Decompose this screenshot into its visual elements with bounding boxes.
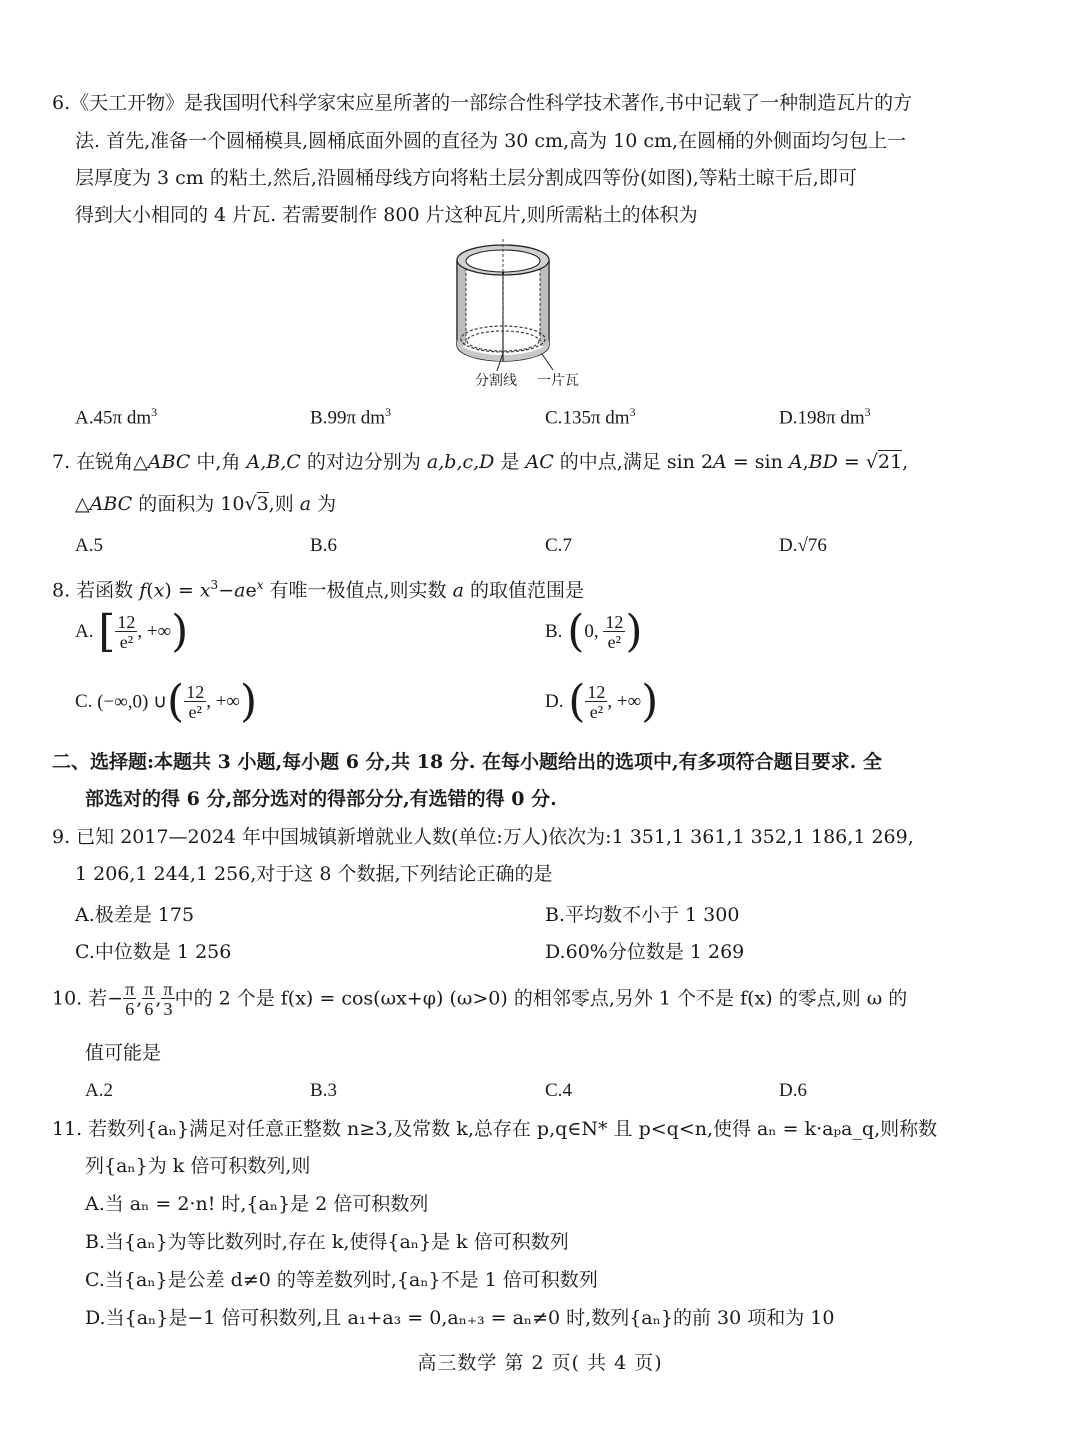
question-9-line-1: 9. 已知 2017—2024 年中国城镇新增就业人数(单位:万人)依次为:1 351,1 361,1 352,1 186,1 269, <box>52 826 914 848</box>
question-10-line-1: 10. 若− $\frac{\pi}{6}$ , $\frac{\pi}{6}$ , $\frac{\pi}{3}$ 中的 2 个是 f(x) = cos(ωx+φ) (ω>0) 的相邻零点,另外 1 个不是 f(x) 的零点,则 ω 的 <box>52 979 908 1019</box>
option-value: 当{aₙ}为等比数列时,存在 k,使得{aₙ}是 k 倍可积数列 <box>105 1231 569 1253</box>
option-value: 198π dm <box>797 407 865 429</box>
option-letter: A. <box>85 1193 105 1215</box>
text: , +∞ <box>137 621 172 642</box>
fraction <box>184 683 206 721</box>
option-value: 当{aₙ}是公差 d≠0 的等差数列时,{aₙ}不是 1 倍可积数列 <box>104 1269 598 1291</box>
numerator: π <box>144 979 154 999</box>
text: ( <box>146 579 154 602</box>
bracket: ) <box>625 606 643 657</box>
option-value: 中位数是 1 256 <box>94 941 232 963</box>
option-letter: A. <box>75 535 94 556</box>
option-c[interactable] <box>75 676 258 727</box>
question-8-stem <box>52 566 584 609</box>
denominator: e² <box>188 702 202 722</box>
option-letter: D. <box>545 691 564 712</box>
option-letter: D. <box>545 941 566 963</box>
math-var: A <box>788 451 803 473</box>
numerator: 12 <box>186 682 205 702</box>
option-d[interactable] <box>779 535 827 557</box>
text: 8. 若函数 <box>52 579 140 602</box>
text: , +∞ <box>607 691 642 712</box>
denominator: e² <box>119 632 134 652</box>
math-var: BD <box>808 451 838 473</box>
denominator: 6 <box>125 999 135 1019</box>
option-value: 4 <box>562 1080 572 1101</box>
bracket: [ <box>98 606 116 657</box>
bracket: ) <box>171 606 189 657</box>
option-d[interactable] <box>85 1299 834 1337</box>
option-letter: B. <box>85 1231 106 1253</box>
option-b[interactable] <box>310 1080 337 1102</box>
math-var: a <box>452 579 464 602</box>
option-letter: D. <box>779 535 798 556</box>
text: 的面积为 10√ <box>132 493 257 515</box>
math-var: x <box>153 579 165 602</box>
bracket: ) <box>239 676 258 727</box>
option-sup: 3 <box>629 405 636 419</box>
option-value: 3 <box>327 1080 337 1101</box>
option-a[interactable] <box>75 535 103 557</box>
fraction-pi-6 <box>123 980 136 1018</box>
option-sup: 3 <box>864 405 871 419</box>
text: 的对边分别为 <box>300 451 427 473</box>
text: − <box>218 579 235 602</box>
math-var: a <box>299 493 312 515</box>
denominator: e² <box>589 702 604 722</box>
question-6-line-1: 6.《天工开物》是我国明代科学家宋应星所著的一部综合性科学技术著作,书中记载了一种制造瓦片的方 <box>52 92 913 114</box>
text: , <box>902 451 909 473</box>
fraction-pi-3 <box>161 980 174 1018</box>
text: ,则 <box>268 493 300 515</box>
option-c[interactable] <box>545 535 572 557</box>
question-6-line-3: 层厚度为 3 cm 的粘土,然后,沿圆桶母线方向将粘土层分割成四等份(如图),等粘土晾干后,即可 <box>75 167 857 189</box>
text: 为 <box>311 493 337 515</box>
cylinder-figure <box>445 235 615 395</box>
text: △ <box>75 493 90 515</box>
split-line-label: 分割线 <box>475 373 517 389</box>
option-letter: B. <box>545 904 566 926</box>
question-11-line-2: 列{aₙ}为 k 倍可积数列,则 <box>85 1155 311 1177</box>
option-value: 6 <box>797 1080 807 1101</box>
option-sup: 3 <box>151 405 158 419</box>
text: ) = <box>164 579 200 602</box>
denominator: e² <box>607 632 622 652</box>
option-letter: C. <box>545 535 563 556</box>
text: , <box>802 451 809 473</box>
option-letter: C. <box>545 1080 563 1101</box>
option-letter: A. <box>75 621 94 642</box>
option-value: 平均数不小于 1 300 <box>565 904 740 926</box>
math-var: ABC <box>89 493 133 515</box>
option-letter: B. <box>310 535 328 556</box>
option-a[interactable] <box>85 1080 113 1102</box>
text: = √ <box>837 451 878 473</box>
math-var: x <box>199 579 211 602</box>
option-letter: D. <box>779 1080 798 1101</box>
fraction <box>585 683 607 721</box>
option-value: 5 <box>93 535 103 556</box>
option-letter: B. <box>545 621 563 642</box>
option-a[interactable] <box>75 606 189 657</box>
numerator: π <box>163 979 173 999</box>
option-value: 2 <box>103 1080 113 1101</box>
option-letter: D. <box>85 1307 106 1329</box>
section-2-line-2: 部选对的得 6 分,部分选对的得部分分,有选错的得 0 分. <box>85 788 557 810</box>
option-value: 45π dm <box>93 407 152 429</box>
math-var: ABC <box>147 451 191 473</box>
numerator: 12 <box>587 682 606 702</box>
question-10-line-2: 值可能是 <box>85 1042 162 1064</box>
option-value: 当{aₙ}是−1 倍可积数列,且 a₁+a₃ = 0,aₙ₊₃ = aₙ≠0 时,数列{aₙ}的前 30 项和为 10 <box>105 1307 835 1329</box>
option-d[interactable] <box>545 676 659 727</box>
option-c[interactable] <box>75 937 231 964</box>
radicand: 21 <box>877 451 903 473</box>
question-6-line-4: 得到大小相同的 4 片瓦. 若需要制作 800 片这种瓦片,则所需粘土的体积为 <box>75 204 698 226</box>
text: 有唯一极值点,则实数 <box>263 579 453 602</box>
option-value: √76 <box>797 535 827 556</box>
section-2-line-1: 二、选择题:本题共 3 小题,每小题 6 分,共 18 分. 在每小题给出的选项中,有多项符合题目要求. 全 <box>52 751 882 773</box>
bracket: ( <box>567 606 585 657</box>
math-var: A <box>713 451 727 473</box>
question-7-line-2 <box>75 485 336 523</box>
numerator: π <box>125 979 135 999</box>
option-letter: A. <box>75 904 95 926</box>
option-b[interactable] <box>310 535 337 557</box>
exponent: 3 <box>210 578 219 592</box>
option-value: 当 aₙ = 2·n! 时,{aₙ}是 2 倍可积数列 <box>104 1193 429 1215</box>
question-9-line-2: 1 206,1 244,1 256,对于这 8 个数据,下列结论正确的是 <box>75 863 553 885</box>
exponent: x <box>256 578 264 592</box>
option-b[interactable] <box>545 900 739 927</box>
bracket: ( <box>167 676 185 727</box>
question-7-line-1 <box>52 443 908 481</box>
option-letter: C. <box>545 407 563 429</box>
option-value: 135π dm <box>562 407 630 429</box>
text: = sin <box>726 451 789 473</box>
text: 中的 2 个是 f(x) = cos(ωx+φ) (ω>0) 的相邻零点,另外 1 个不是 f(x) 的零点,则 ω 的 <box>174 987 908 1010</box>
text: e <box>245 579 257 602</box>
option-b[interactable] <box>545 606 643 657</box>
cylinder-tile-diagram <box>445 235 615 395</box>
question-11-line-1: 11. 若数列{aₙ}满足对任意正整数 n≥3,及常数 k,总存在 p,q∈N* 且 p<q<n,使得 aₙ = k·aₚa_q,则称数 <box>52 1118 938 1140</box>
option-b[interactable] <box>85 1223 569 1261</box>
page-footer: 高三数学 第 2 页( 共 4 页) <box>417 1352 663 1374</box>
option-value: 6 <box>327 535 337 556</box>
text: 的取值范围是 <box>463 579 584 602</box>
text: 是 <box>494 451 526 473</box>
text: , +∞ <box>206 691 240 712</box>
option-letter: C. <box>75 941 95 963</box>
option-letter: C. <box>85 1269 105 1291</box>
option-a[interactable] <box>75 900 194 927</box>
option-c[interactable] <box>85 1261 598 1299</box>
option-letter: D. <box>779 407 798 429</box>
option-letter: A. <box>75 407 94 429</box>
bracket: ) <box>641 676 659 727</box>
option-d[interactable] <box>545 937 744 964</box>
option-d[interactable] <box>779 405 871 429</box>
fraction <box>115 613 137 651</box>
denominator: 3 <box>163 999 173 1019</box>
numerator: 12 <box>605 612 624 632</box>
option-letter: B. <box>310 1080 328 1101</box>
text: 的中点,满足 sin 2 <box>553 451 714 473</box>
option-letter: C. <box>75 691 93 712</box>
math-var: A,B,C <box>246 451 301 473</box>
option-c[interactable] <box>545 1080 572 1102</box>
option-b[interactable] <box>310 405 391 429</box>
numerator: 12 <box>117 612 136 632</box>
option-a[interactable] <box>85 1185 428 1223</box>
option-a[interactable] <box>75 405 157 429</box>
text: 7. 在锐角△ <box>52 451 148 473</box>
math-var: a,b,c,D <box>426 451 495 473</box>
option-letter: B. <box>310 407 328 429</box>
fraction <box>603 613 625 651</box>
math-var: a <box>234 579 246 602</box>
text: 中,角 <box>190 451 247 473</box>
option-letter: A. <box>85 1080 104 1101</box>
text: 10. 若− <box>52 987 124 1010</box>
text: 0, <box>584 621 604 642</box>
tile-label: 一片瓦 <box>537 373 579 389</box>
question-6-line-2: 法. 首先,准备一个圆桶模具,圆桶底面外圆的直径为 30 cm,高为 10 cm,在圆桶的外侧面均匀包上一 <box>75 130 907 152</box>
fraction-pi-6 <box>142 980 155 1018</box>
text: (−∞,0) ∪ <box>97 691 168 713</box>
option-value: 7 <box>562 535 572 556</box>
option-value: 99π dm <box>327 407 386 429</box>
option-d[interactable] <box>779 1080 807 1102</box>
radicand: 3 <box>256 493 269 515</box>
option-value: 60%分位数是 1 269 <box>565 941 745 963</box>
option-c[interactable] <box>545 405 636 429</box>
denominator: 6 <box>144 999 154 1019</box>
math-var: f <box>139 579 147 602</box>
math-var: AC <box>525 451 554 473</box>
bracket: ( <box>568 676 586 727</box>
option-sup: 3 <box>385 405 392 419</box>
option-value: 极差是 175 <box>94 904 195 926</box>
